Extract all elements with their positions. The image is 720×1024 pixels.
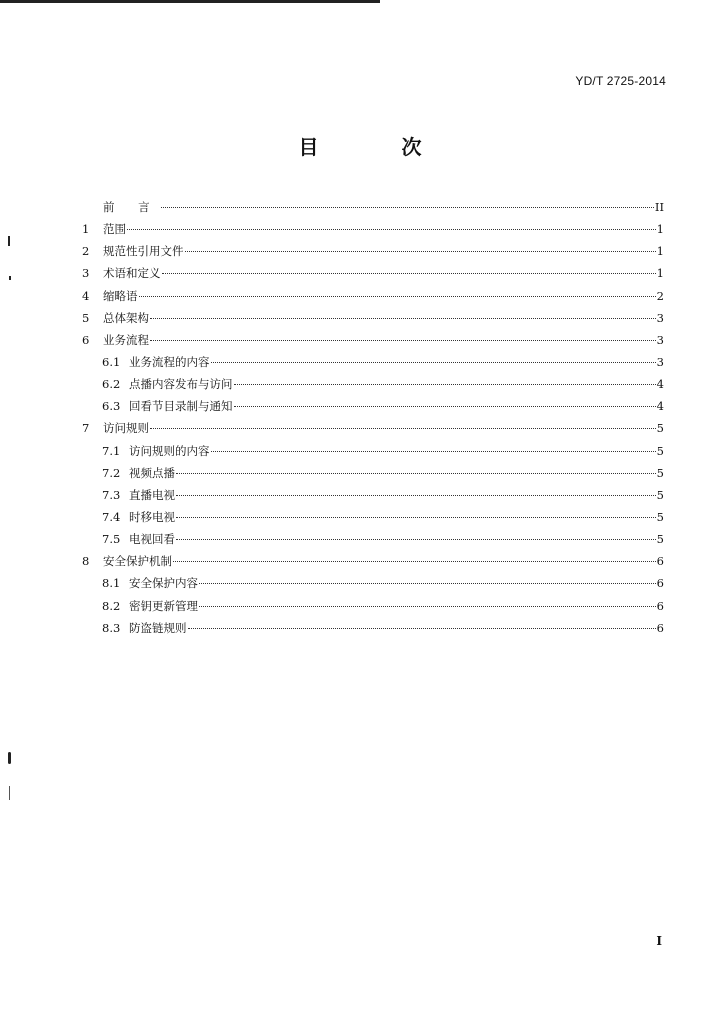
toc-entry-number: 7.1 [102, 443, 121, 458]
toc-leader-dots [234, 406, 656, 407]
toc-entry-number: 7.5 [102, 532, 121, 547]
toc-leader-dots [139, 296, 656, 297]
toc-entry[interactable] [82, 262, 664, 284]
toc-entry-label: 视频点播 [129, 465, 175, 480]
toc-leader-dots [176, 495, 656, 496]
toc-entry-label: 业务流程的内容 [129, 354, 210, 369]
toc-entry-page: II [654, 200, 664, 214]
toc-leader-dots [185, 251, 656, 252]
toc-entry-page: 6 [656, 620, 664, 635]
toc-entry-number: 1 [82, 222, 90, 237]
toc-entry-label: 术语和定义 [103, 266, 161, 281]
toc-entry[interactable] [82, 484, 664, 506]
toc-entry-label: 回看节目录制与通知 [129, 399, 233, 414]
toc-leader-dots [199, 583, 656, 584]
toc-leader-dots [176, 473, 656, 474]
toc-entry-page: 6 [656, 554, 664, 569]
toc-entry-number: 6.3 [102, 399, 121, 414]
scan-mark [8, 752, 11, 764]
toc-leader-dots [150, 318, 656, 319]
toc-entry[interactable] [82, 307, 664, 329]
toc-entry-number: 6.2 [102, 377, 121, 392]
toc-leader-dots [199, 606, 656, 607]
toc-entry-page: 1 [656, 222, 664, 237]
toc-entry-page: 5 [656, 487, 664, 502]
toc-leader-dots [162, 273, 656, 274]
toc-entry[interactable] [82, 506, 664, 528]
toc-entry-label: 缩略语 [103, 288, 138, 303]
table-of-contents [82, 196, 664, 639]
toc-leader-dots [188, 628, 656, 629]
toc-entry[interactable] [82, 550, 664, 572]
toc-entry-label: 时移电视 [129, 509, 175, 524]
toc-entry-label: 密钥更新管理 [129, 598, 198, 613]
toc-entry-number: 4 [82, 288, 90, 303]
toc-leader-dots [150, 428, 656, 429]
document-code: YD/T 2725-2014 [575, 74, 666, 88]
toc-entry[interactable] [82, 329, 664, 351]
toc-entry-label: 点播内容发布与访问 [129, 377, 233, 392]
toc-entry-page: 5 [656, 532, 664, 547]
toc-entry[interactable] [82, 351, 664, 373]
scan-mark [9, 276, 11, 280]
toc-entry[interactable] [82, 617, 664, 639]
toc-leader-dots [176, 539, 656, 540]
toc-entry-number: 7 [82, 421, 90, 436]
toc-entry[interactable] [82, 417, 664, 439]
toc-entry-label: 业务流程 [103, 332, 149, 347]
toc-entry-label: 电视回看 [129, 532, 175, 547]
page-number: I [656, 934, 662, 948]
toc-entry-page: 3 [656, 310, 664, 325]
toc-entry-number: 8.2 [102, 598, 121, 613]
toc-leader-dots [234, 384, 656, 385]
page-title: 目 次 [298, 135, 460, 159]
toc-entry-number: 3 [82, 266, 90, 281]
toc-entry-page: 3 [656, 354, 664, 369]
toc-entry[interactable] [82, 528, 664, 550]
toc-entry-page: 2 [656, 288, 664, 303]
toc-entry-label: 范围 [103, 222, 126, 237]
toc-entry-page: 6 [656, 598, 664, 613]
toc-entry[interactable] [82, 440, 664, 462]
toc-entry-number: 7.4 [102, 509, 121, 524]
toc-entry-label: 安全保护机制 [103, 554, 172, 569]
toc-entry-page: 1 [656, 244, 664, 259]
toc-leader-dots [161, 207, 654, 208]
toc-leader-dots [211, 362, 656, 363]
toc-entry-label: 规范性引用文件 [103, 244, 184, 259]
toc-entry[interactable] [82, 373, 664, 395]
toc-entry-label: 访问规则的内容 [129, 443, 210, 458]
toc-entry-page: 6 [656, 576, 664, 591]
toc-leader-dots [176, 517, 656, 518]
toc-entry-page: 1 [656, 266, 664, 281]
toc-leader-dots [127, 229, 656, 230]
toc-entry-number: 7.2 [102, 465, 121, 480]
scan-mark [9, 786, 10, 800]
toc-entry-page: 3 [656, 332, 664, 347]
toc-leader-dots [173, 561, 656, 562]
toc-entry-label: 访问规则 [103, 421, 149, 436]
toc-entry-number: 8.3 [102, 620, 121, 635]
toc-entry[interactable] [82, 240, 664, 262]
toc-entry-page: 4 [656, 399, 664, 414]
toc-entry[interactable] [82, 218, 664, 240]
toc-entry-page: 5 [656, 509, 664, 524]
toc-entry-number: 5 [82, 310, 90, 325]
toc-entry[interactable] [82, 572, 664, 594]
toc-entry-page: 5 [656, 443, 664, 458]
toc-entry-page: 4 [656, 377, 664, 392]
toc-entry-number: 8 [82, 554, 90, 569]
toc-leader-dots [211, 451, 656, 452]
toc-entry-page: 5 [656, 465, 664, 480]
toc-entry[interactable] [82, 395, 664, 417]
toc-entry-number: 7.3 [102, 487, 121, 502]
toc-entry-label: 防盗链规则 [129, 620, 187, 635]
toc-entry-label: 前 言 [103, 200, 160, 214]
toc-entry-number: 8.1 [102, 576, 121, 591]
toc-entry-number: 6.1 [102, 354, 121, 369]
toc-entry-label: 安全保护内容 [129, 576, 198, 591]
toc-entry-number: 6 [82, 332, 90, 347]
scan-mark [8, 236, 10, 246]
toc-entry[interactable] [82, 196, 664, 218]
toc-entry-label: 直播电视 [129, 487, 175, 502]
toc-entry[interactable] [82, 285, 664, 307]
toc-entry-label: 总体架构 [103, 310, 149, 325]
toc-entry-page: 5 [656, 421, 664, 436]
toc-leader-dots [150, 340, 656, 341]
toc-entry[interactable] [82, 462, 664, 484]
top-rule [0, 0, 380, 3]
toc-entry[interactable] [82, 595, 664, 617]
toc-entry-number: 2 [82, 244, 90, 259]
